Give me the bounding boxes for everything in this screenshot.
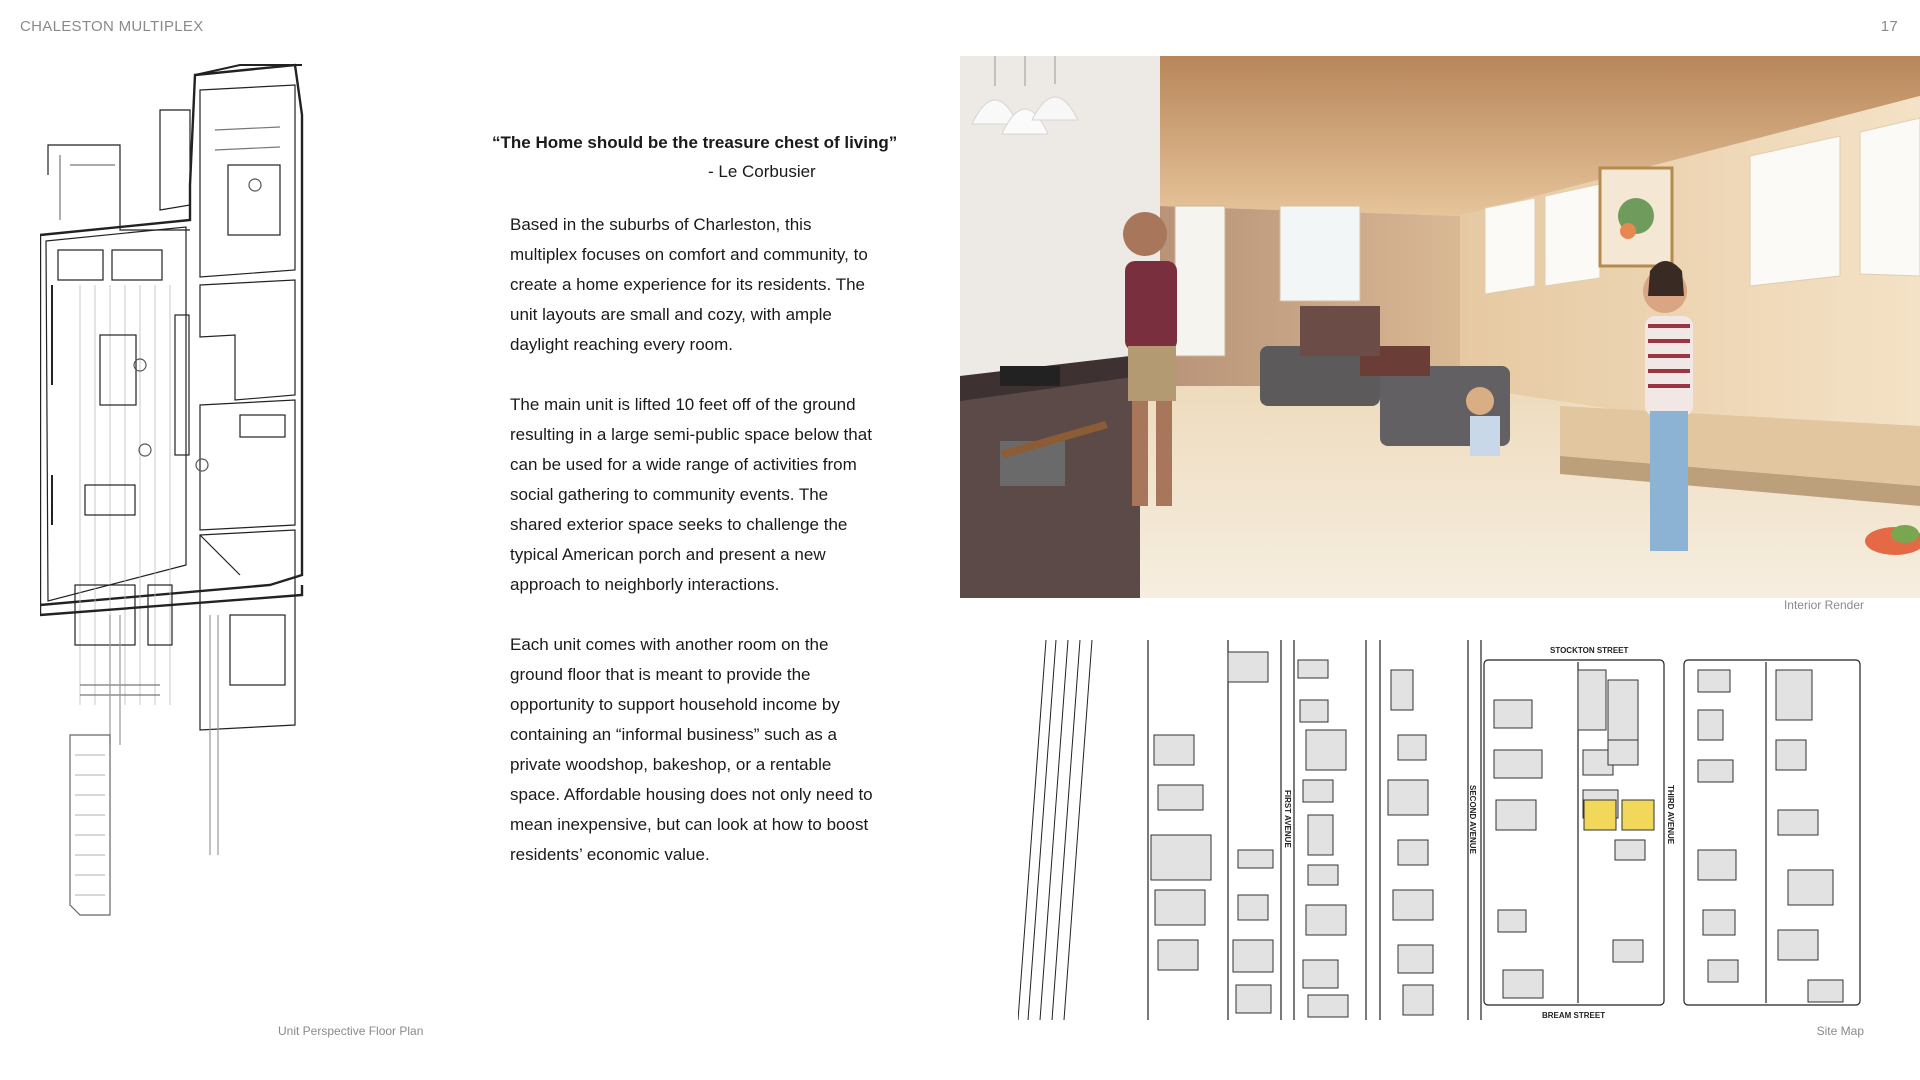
project-title: CHALESTON MULTIPLEX: [20, 18, 204, 35]
quote-author: - Le Corbusier: [708, 162, 816, 181]
interior-render-image: [960, 56, 1920, 598]
floor-plan-drawing: [40, 55, 430, 1025]
site-map-caption: Site Map: [1816, 1024, 1864, 1038]
label-third-avenue: THIRD AVENUE: [1666, 785, 1675, 845]
label-stockton-street: STOCKTON STREET: [1550, 646, 1629, 655]
label-second-avenue: SECOND AVENUE: [1468, 785, 1477, 854]
label-first-avenue: FIRST AVENUE: [1283, 790, 1292, 848]
floor-plan-caption: Unit Perspective Floor Plan: [278, 1024, 424, 1038]
project-site-highlight: [1584, 800, 1654, 830]
page-number: 17: [1880, 18, 1898, 35]
label-bream-street: BREAM STREET: [1542, 1011, 1606, 1020]
paragraph-2: The main unit is lifted 10 feet off of the ground resulting in a large semi-public space below that can be used for a wide range of activities from social gathering to community events. The shared exterior space seeks to challenge the typical American porch and present a new approach to neighborly interactions.: [510, 395, 872, 594]
text-column: [486, 128, 906, 900]
paragraph-3: Each unit comes with another room on the ground floor that is meant to provide the opportunity to support household income by containing an “informal business” such as a private woodshop, bakeshop, or a rentable space. Affordable housing does not only need to mean inexpensive, but can look at how to boost residents’ economic value.: [510, 635, 873, 864]
site-map-drawing: [1018, 640, 1862, 1030]
render-caption: Interior Render: [1783, 598, 1864, 612]
quote-text: “The Home should be the treasure chest of living”: [492, 133, 898, 152]
paragraph-1: Based in the suburbs of Charleston, this multiplex focuses on comfort and community, to create a home experience for its residents. The unit layouts are small and cozy, with ample daylight reaching every room.: [510, 215, 868, 354]
